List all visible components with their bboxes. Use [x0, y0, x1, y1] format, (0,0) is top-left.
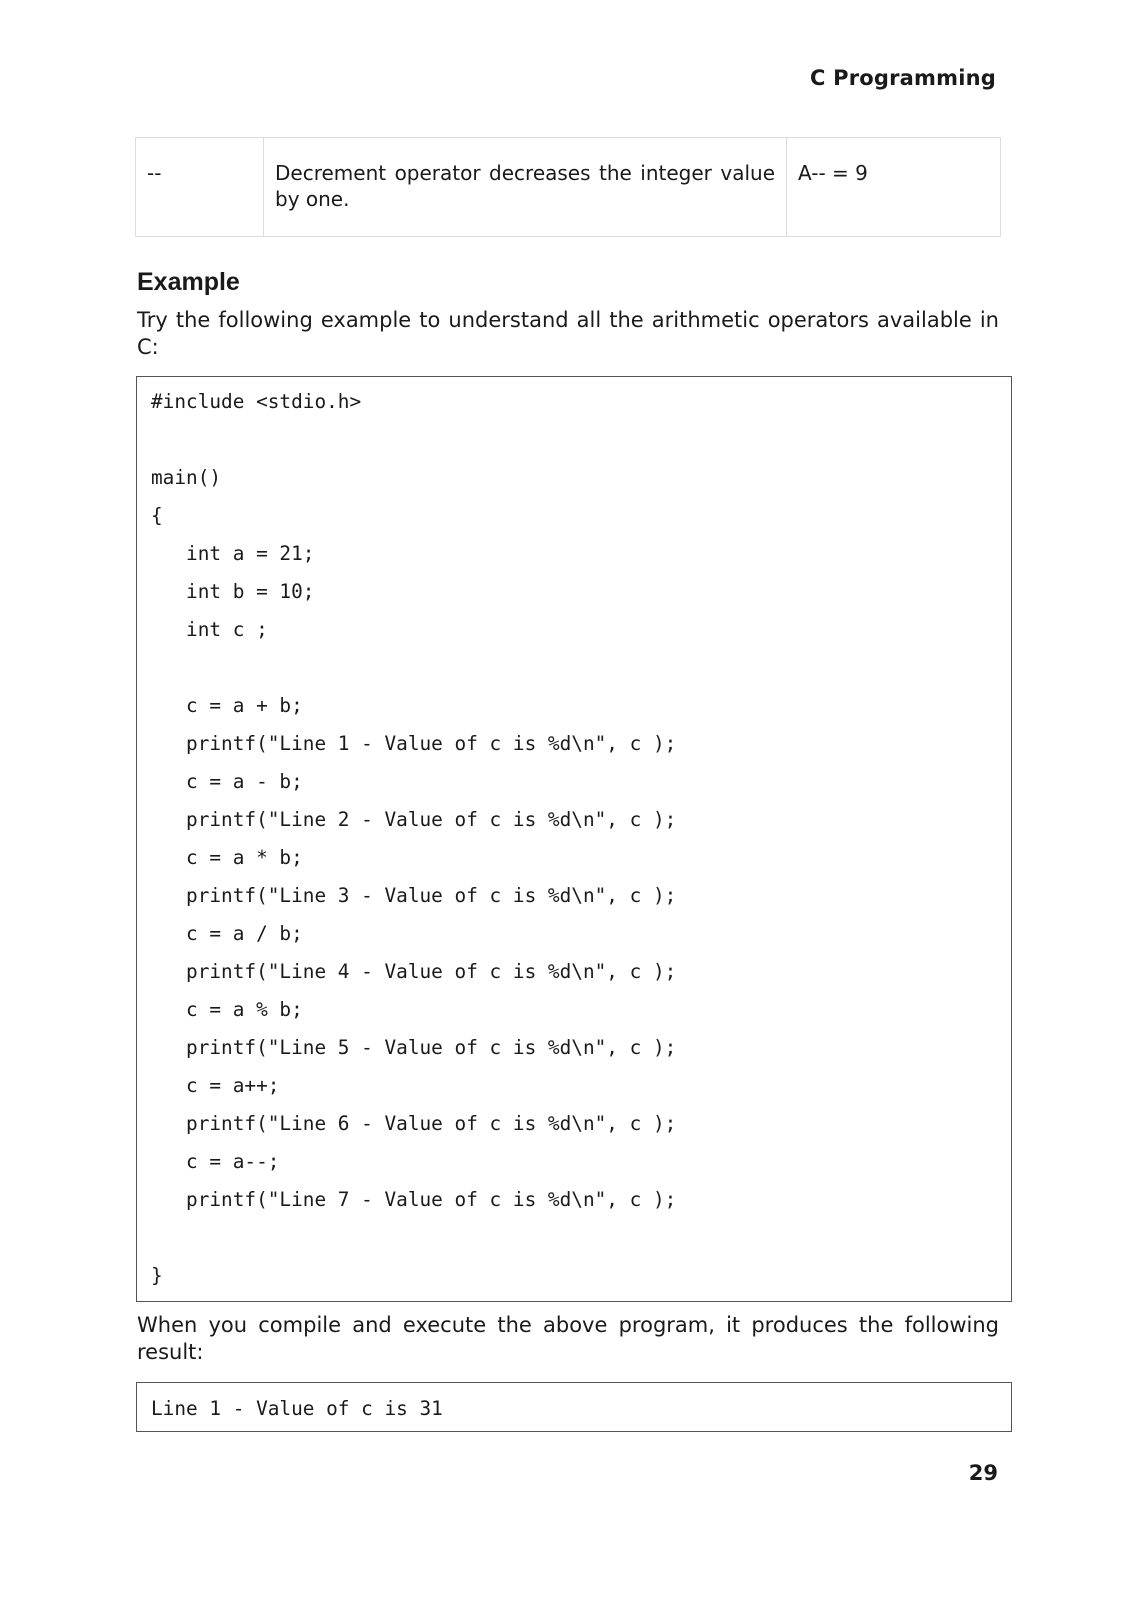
code-line: c = a % b;	[151, 998, 303, 1021]
example-cell: A-- = 9	[787, 138, 1001, 237]
code-line: int b = 10;	[151, 580, 315, 603]
code-line: printf("Line 7 - Value of c is %d\n", c );	[151, 1188, 677, 1211]
code-line	[151, 427, 676, 465]
code-line: printf("Line 5 - Value of c is %d\n", c );	[151, 1036, 677, 1059]
code-lines	[151, 389, 676, 1301]
code-line: int a = 21;	[151, 542, 315, 565]
code-line: printf("Line 4 - Value of c is %d\n", c );	[151, 960, 677, 983]
section-heading: Example	[137, 268, 240, 296]
code-line: c = a + b;	[151, 694, 303, 717]
operator-table	[135, 137, 1001, 237]
intro-paragraph: Try the following example to understand all the arithmetic operators available in C:	[137, 308, 999, 359]
code-line: printf("Line 6 - Value of c is %d\n", c );	[151, 1112, 677, 1135]
code-line: #include <stdio.h>	[151, 390, 362, 413]
code-line	[151, 1225, 676, 1263]
code-line: c = a--;	[151, 1150, 280, 1173]
description-cell: Decrement operator decreases the integer value by one.	[264, 138, 787, 237]
code-line: c = a * b;	[151, 846, 303, 869]
code-line: {	[151, 504, 163, 527]
code-line: c = a++;	[151, 1074, 280, 1097]
code-line	[151, 655, 676, 693]
running-header: C Programming	[809, 66, 996, 90]
code-line: printf("Line 2 - Value of c is %d\n", c );	[151, 808, 677, 831]
code-line: printf("Line 1 - Value of c is %d\n", c );	[151, 732, 677, 755]
operator-cell: --	[136, 138, 264, 237]
output-line: Line 1 - Value of c is 31	[151, 1397, 443, 1420]
table-row	[136, 138, 1001, 237]
code-line: printf("Line 3 - Value of c is %d\n", c );	[151, 884, 677, 907]
result-paragraph: When you compile and execute the above program, it produces the following result:	[137, 1313, 999, 1364]
output-block	[136, 1382, 1012, 1432]
code-line: c = a / b;	[151, 922, 303, 945]
code-line: c = a - b;	[151, 770, 303, 793]
code-line: int c ;	[151, 618, 268, 641]
code-line: main()	[151, 466, 222, 489]
code-block	[136, 376, 1012, 1302]
code-line: }	[151, 1264, 163, 1287]
page-number: 29	[968, 1461, 998, 1485]
